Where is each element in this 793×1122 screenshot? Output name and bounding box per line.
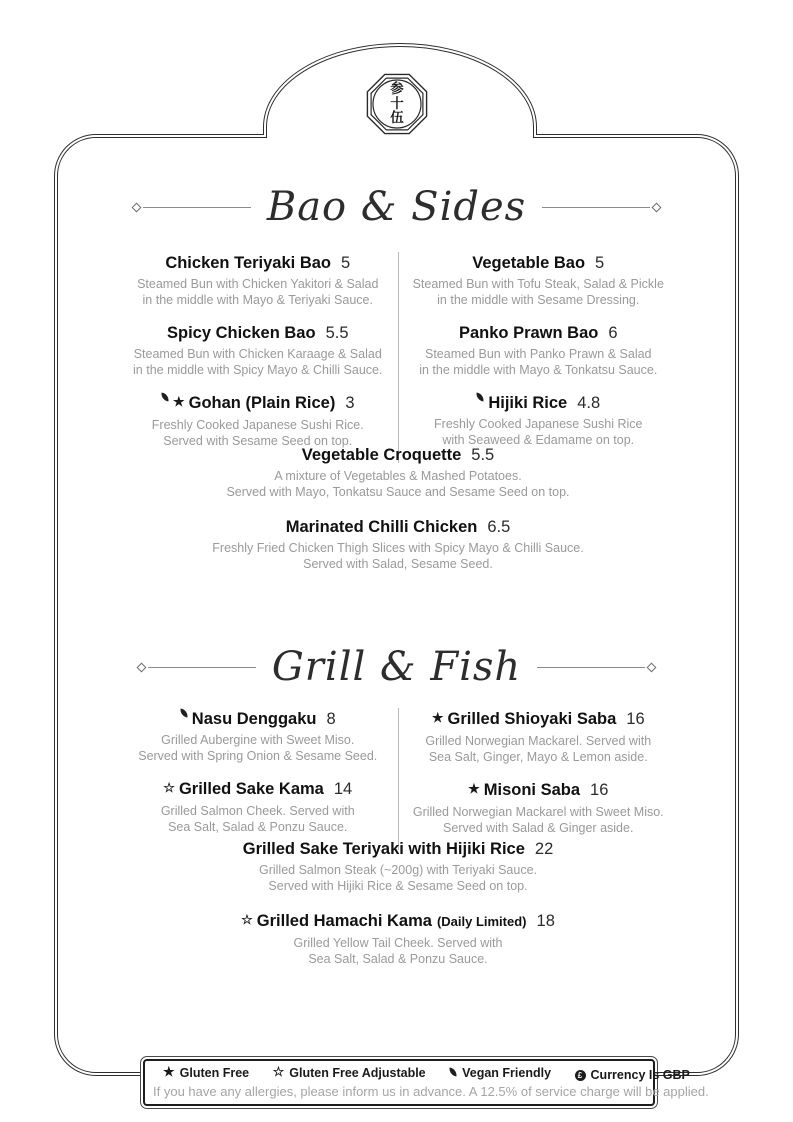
rule-line [148,667,256,668]
star-outline-icon: ☆ [241,912,253,927]
item-price: 5.5 [471,446,495,464]
bao-left-column [118,252,398,463]
item-description: Steamed Bun with Panko Prawn & Salad in the middle with Mayo & Tonkatsu Sauce. [419,347,658,377]
item-title [118,838,678,860]
item-price: 16 [590,781,609,799]
menu-item-spicy-chicken-bao [118,322,398,378]
item-price: 5 [341,254,351,272]
legend-label: Gluten Free [179,1066,250,1080]
legend-gluten-free-adjustable [273,1065,426,1081]
legend-currency [575,1068,690,1082]
item-description: Grilled Yellow Tail Cheek. Served with Sea Salt, Salad & Ponzu Sauce. [293,936,503,966]
star-outline-icon: ☆ [163,780,175,795]
item-title [118,708,398,730]
pound-glyph: £ [577,1071,583,1080]
leaf-icon [449,1067,458,1076]
menu-item-marinated-chilli-chicken [118,516,678,572]
star-outline-icon: ☆ [272,1064,285,1079]
item-name: Grilled Sake Teriyaki with Hijiki Rice [242,840,525,858]
item-title [118,322,398,344]
grill-left-column [118,708,398,850]
item-name: Vegetable Croquette [301,446,462,464]
item-description: Grilled Norwegian Mackarel with Sweet Miso. Served with Salad & Ginger aside. [412,805,664,835]
item-description: Steamed Bun with Tofu Steak, Salad & Pickle in the middle with Sesame Dressing. [412,277,664,307]
item-price: 18 [536,912,555,930]
item-name: Grilled Hamachi Kama [256,912,432,930]
item-title [399,779,679,802]
legend-row [153,1064,690,1082]
star-filled-icon: ★ [172,394,185,409]
item-title [118,910,678,933]
item-description: Grilled Salmon Cheek. Served with Sea Salt, Salad & Ponzu Sauce. [160,804,355,834]
legend-label: Vegan Friendly [462,1066,552,1080]
item-title [399,392,679,414]
star-filled-icon: ★ [163,1064,175,1079]
currency-icon [575,1070,586,1081]
item-name: Nasu Denggaku [191,710,317,728]
legend-label: Currency Is GBP [590,1067,690,1082]
item-description: A mixture of Vegetables & Mashed Potatoes. Served with Mayo, Tonkatsu Sauce and Sesame Seed on top. [226,469,570,499]
diamond-icon [652,202,662,212]
item-name: Grilled Shioyaki Saba [447,710,617,728]
bao-right-column [399,252,679,463]
heading-rule-right [542,204,660,211]
diamond-icon [136,662,146,672]
item-price: 8 [326,710,336,728]
item-title [118,778,398,801]
item-name: Grilled Sake Kama [178,780,324,798]
item-name: Vegetable Bao [472,254,586,272]
item-description: Steamed Bun with Chicken Yakitori & Salad in the middle with Mayo & Teriyaki Sauce. [137,277,379,307]
menu-item-chicken-teriyaki-bao [118,252,398,308]
item-name: Spicy Chicken Bao [167,324,316,342]
item-title [399,708,679,731]
item-title [399,252,679,274]
seal-characters [386,82,408,126]
legend-label: Gluten Free Adjustable [289,1066,426,1080]
diamond-icon [647,662,657,672]
item-price: 5.5 [325,324,349,342]
rule-line [542,207,650,208]
menu-item-gohan [118,392,398,449]
item-description: Freshly Cooked Japanese Sushi Rice. Served with Sesame Seed on top. [151,418,364,448]
item-name: Misoni Saba [483,781,581,799]
leaf-icon [160,392,169,401]
menu-item-nasu-denggaku [118,708,398,764]
seal-char: 十 [390,95,404,112]
grill-fullwidth-items [118,838,678,983]
section-title: Grill & Fish [271,644,522,690]
menu-item-grilled-sake-kama [118,778,398,835]
grill-right-column [399,708,679,850]
item-name: Hijiki Rice [488,394,568,412]
legend-vegan-friendly [449,1066,551,1080]
item-title [118,392,398,415]
menu-item-grilled-sake-teriyaki [118,838,678,894]
item-name: Gohan (Plain Rice) [188,394,336,412]
leaf-icon [476,392,485,401]
seal-char: 伍 [390,110,404,126]
menu-item-vegetable-croquette [118,444,678,500]
heading-rule-left [133,204,251,211]
menu-item-hijiki-rice [399,392,679,448]
item-description: Freshly Cooked Japanese Sushi Rice with Seaweed & Edamame on top. [434,417,643,447]
footer-legend-box [140,1056,709,1109]
item-title [118,252,398,274]
allergy-note: If you have any allergies, please inform us in advance. A 12.5% of service charge will be applied. [153,1083,709,1099]
section-heading-bao-sides [0,184,793,230]
item-description: Grilled Norwegian Mackarel. Served with Sea Salt, Ginger, Mayo & Lemon aside. [425,734,652,764]
rule-line [537,667,645,668]
bao-columns [118,252,678,463]
item-name: Chicken Teriyaki Bao [165,254,331,272]
item-suffix: (Daily Limited) [436,914,527,929]
item-price: 4.8 [577,394,601,412]
diamond-icon [131,202,141,212]
item-price: 16 [626,710,645,728]
footer-inner-border [143,1059,709,1106]
item-price: 5 [595,254,605,272]
item-price: 6.5 [487,518,511,536]
menu-item-panko-prawn-bao [399,322,679,378]
menu-item-misoni-saba [399,779,679,836]
star-filled-icon: ★ [468,781,480,796]
section-heading-grill-fish [0,644,793,690]
item-description: Freshly Fried Chicken Thigh Slices with Spicy Mayo & Chilli Sauce. Served with Salad, Sesame Seed. [212,541,584,571]
menu-item-grilled-hamachi-kama [118,910,678,967]
leaf-icon [179,708,188,717]
item-price: 22 [534,840,554,858]
heading-rule-right [537,664,655,671]
bao-fullwidth-items [118,444,678,588]
item-price: 3 [345,394,355,412]
item-title [399,322,679,344]
item-title [118,444,678,466]
seal-char: 参 [390,81,404,97]
item-name: Panko Prawn Bao [458,324,599,342]
legend-gluten-free [163,1065,249,1081]
heading-rule-left [138,664,256,671]
menu-item-vegetable-bao [399,252,679,308]
item-description: Steamed Bun with Chicken Karaage & Salad in the middle with Spicy Mayo & Chilli Sauce. [133,347,383,377]
rule-line [143,207,251,208]
item-price: 6 [608,324,618,342]
grill-columns [118,708,678,850]
item-price: 14 [333,780,353,798]
star-filled-icon: ★ [431,710,444,725]
item-description: Grilled Salmon Steak (~200g) with Teriyaki Sauce. Served with Hijiki Rice & Sesame Seed on top. [258,863,538,893]
item-title [118,516,678,538]
section-title: Bao & Sides [266,184,527,230]
menu-item-grilled-shioyaki-saba [399,708,679,765]
item-description: Grilled Aubergine with Sweet Miso. Served with Spring Onion & Sesame Seed. [138,733,378,763]
item-name: Marinated Chilli Chicken [285,518,478,536]
